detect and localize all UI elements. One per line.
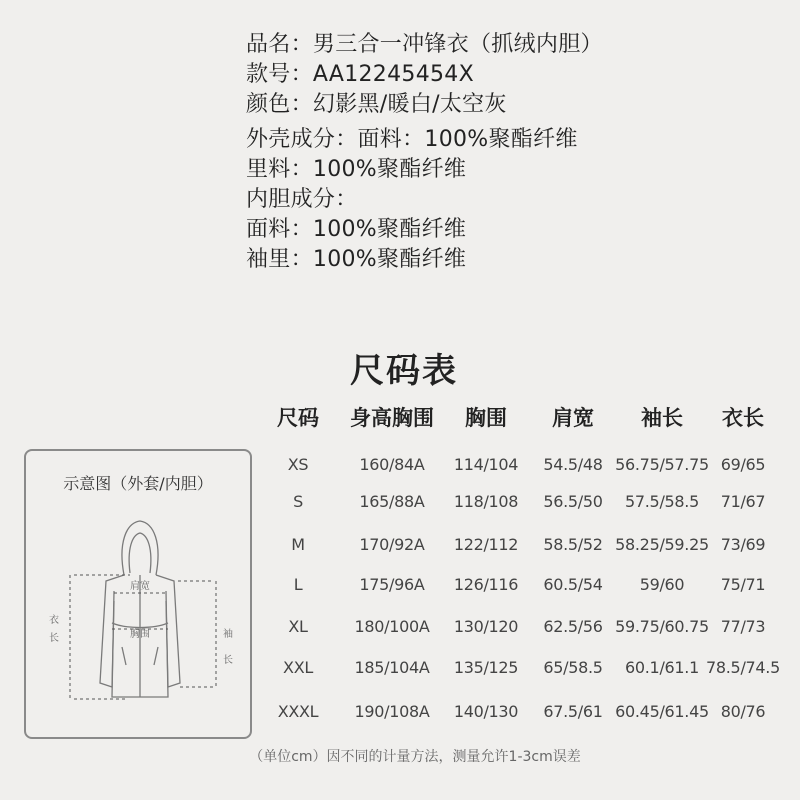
header-chest: 胸围 — [465, 406, 507, 430]
product-name: 品名：男三合一冲锋衣（抓绒内胆） — [246, 32, 603, 57]
shell-lining: 里料：100%聚酯纤维 — [246, 157, 467, 182]
cell-chest: 126/116 — [453, 575, 519, 594]
cell-shoulder: 56.5/50 — [543, 492, 603, 511]
cell-size: M — [291, 535, 305, 554]
cell-length: 71/67 — [720, 492, 766, 511]
sleeve-label-bottom: 长 — [223, 655, 233, 666]
cell-height-chest: 160/84A — [359, 455, 425, 474]
cell-height-chest: 180/100A — [354, 617, 430, 636]
cell-chest: 114/104 — [453, 455, 519, 474]
liner-title: 内胆成分： — [246, 187, 358, 212]
cell-length: 78.5/74.5 — [706, 658, 780, 677]
cell-length: 77/73 — [720, 617, 766, 636]
length-label-top: 衣 — [49, 615, 59, 626]
cell-length: 69/65 — [720, 455, 766, 474]
shoulder-label: 肩宽 — [130, 581, 150, 592]
cell-size: XS — [287, 455, 309, 474]
cell-sleeve: 59.75/60.75 — [615, 617, 709, 636]
product-info — [246, 30, 786, 275]
header-length: 衣长 — [722, 406, 764, 430]
chest-label: 胸围 — [130, 629, 150, 640]
cell-height-chest: 165/88A — [359, 492, 425, 511]
cell-shoulder: 65/58.5 — [543, 658, 603, 677]
cell-shoulder: 60.5/54 — [543, 575, 603, 594]
cell-length: 80/76 — [720, 702, 766, 721]
cell-height-chest: 170/92A — [359, 535, 425, 554]
cell-size: XL — [288, 617, 308, 636]
cell-size: XXXL — [277, 702, 319, 721]
cell-shoulder: 54.5/48 — [543, 455, 603, 474]
cell-length: 75/71 — [720, 575, 766, 594]
cell-shoulder: 58.5/52 — [543, 535, 603, 554]
cell-height-chest: 185/104A — [354, 658, 430, 677]
diagram-title: 示意图（外套/内胆） — [63, 474, 213, 493]
header-sleeve: 袖长 — [641, 406, 683, 430]
cell-height-chest: 175/96A — [359, 575, 425, 594]
sleeve-label-top: 袖 — [223, 629, 233, 640]
cell-shoulder: 67.5/61 — [543, 702, 603, 721]
cell-chest: 130/120 — [453, 617, 519, 636]
cell-shoulder: 62.5/56 — [543, 617, 603, 636]
liner-sleeve-lining: 袖里：100%聚酯纤维 — [246, 247, 467, 272]
jacket-illustration — [26, 451, 254, 741]
cell-sleeve: 56.75/57.75 — [615, 455, 709, 474]
header-shoulder: 肩宽 — [552, 406, 594, 430]
length-label-bottom: 长 — [49, 633, 59, 644]
liner-fabric: 面料：100%聚酯纤维 — [246, 217, 467, 242]
cell-sleeve: 58.25/59.25 — [615, 535, 709, 554]
cell-size: L — [293, 575, 303, 594]
garment-diagram — [24, 449, 252, 739]
measurement-footnote: （单位cm）因不同的计量方法，测量允许1-3cm误差 — [249, 749, 581, 765]
cell-sleeve: 59/60 — [639, 575, 685, 594]
cell-chest: 135/125 — [453, 658, 519, 677]
cell-chest: 122/112 — [453, 535, 519, 554]
style-number: 款号：AA12245454X — [246, 62, 474, 87]
cell-size: S — [293, 492, 303, 511]
cell-sleeve: 60.45/61.45 — [615, 702, 709, 721]
header-height-chest: 身高胸围 — [350, 406, 434, 430]
cell-size: XXL — [283, 658, 313, 677]
cell-chest: 118/108 — [453, 492, 519, 511]
cell-chest: 140/130 — [453, 702, 519, 721]
size-chart-title: 尺码表 — [350, 351, 458, 391]
cell-length: 73/69 — [720, 535, 766, 554]
shell-composition: 外壳成分：面料：100%聚酯纤维 — [246, 127, 578, 152]
cell-sleeve: 57.5/58.5 — [625, 492, 699, 511]
cell-height-chest: 190/108A — [354, 702, 430, 721]
colors: 颜色：幻影黑/暖白/太空灰 — [246, 92, 507, 117]
header-size: 尺码 — [277, 406, 319, 430]
cell-sleeve: 60.1/61.1 — [625, 658, 699, 677]
